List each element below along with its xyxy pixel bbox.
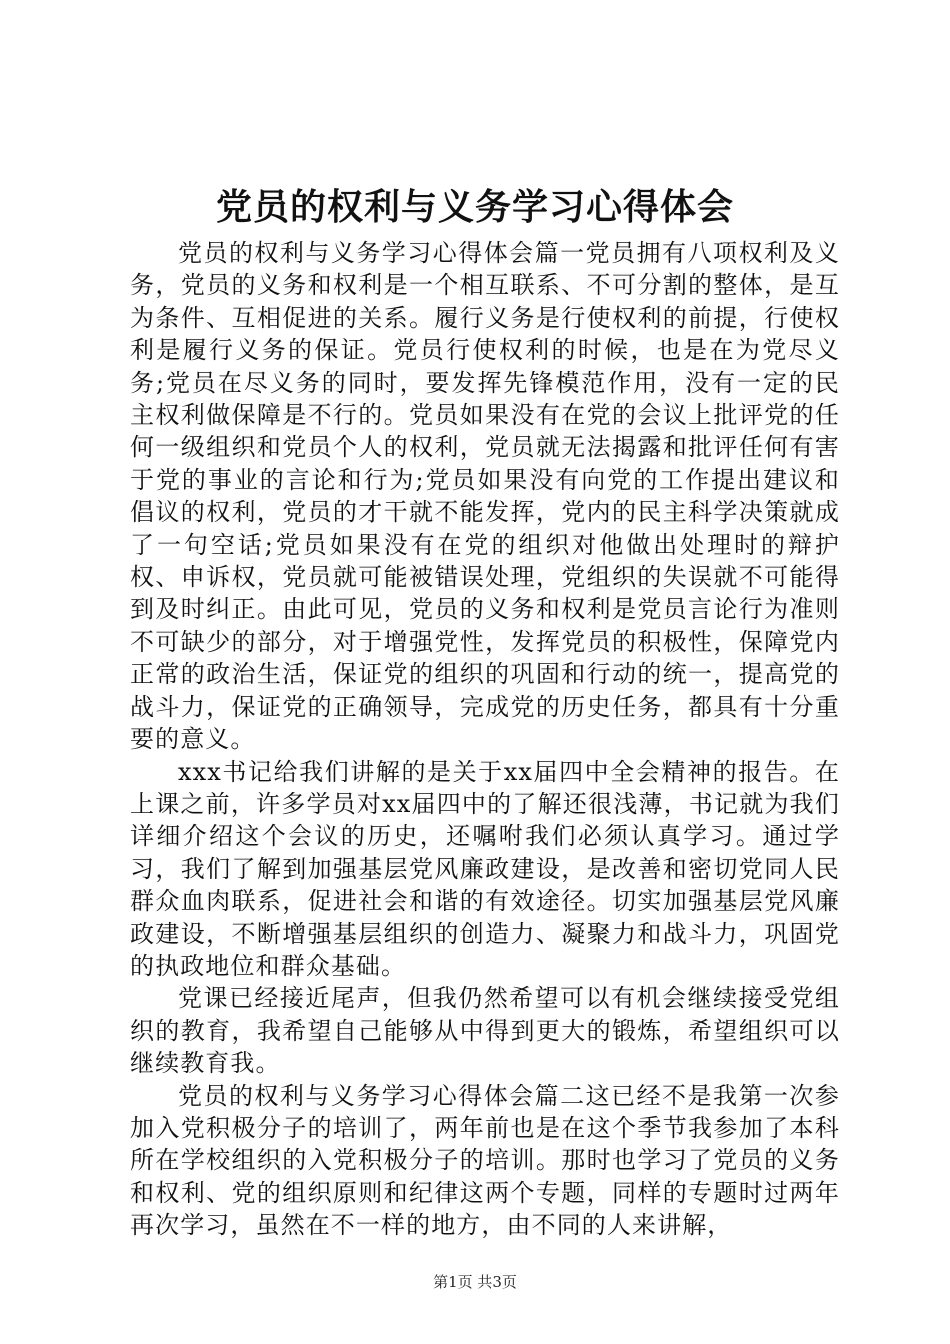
page-title: 党员的权利与义务学习心得体会 <box>215 186 734 228</box>
document-body <box>130 237 840 1242</box>
page-footer: 第1页 共3页 <box>433 1273 517 1291</box>
paragraph-4: 党员的权利与义务学习心得体会篇二这已经不是我第一次参加入党积极分子的培训了，两年前也是在这个季节我参加了本科所在学校组织的入党积极分子的培训。那时也学习了党员的义务和权利、党的组织原则和纪律这两个专题，同样的专题时过两年再次学习，虽然在不一样的地方，由不同的人来讲解， <box>130 1081 840 1240</box>
paragraph-3: 党课已经接近尾声，但我仍然希望可以有机会继续接受党组织的教育，我希望自己能够从中得到更大的锻炼，希望组织可以继续教育我。 <box>130 984 840 1078</box>
paragraph-2: xxx书记给我们讲解的是关于xx届四中全会精神的报告。在上课之前，许多学员对xx届四中的了解还很浅薄，书记就为我们详细介绍这个会议的历史，还嘱咐我们必须认真学习。通过学习，我们了解到加强基层党风廉政建设，是改善和密切党同人民群众血肉联系，促进社会和谐的有效途径。切实加强基层党风廉政建设，不断增强基层组织的创造力、凝聚力和战斗力，巩固党的执政地位和群众基础。 <box>130 757 840 980</box>
paragraph-1: 党员的权利与义务学习心得体会篇一党员拥有八项权利及义务，党员的义务和权利是一个相互联系、不可分割的整体，是互为条件、互相促进的关系。履行义务是行使权利的前提，行使权利是履行义务的保证。党员行使权利的时候，也是在为党尽义务;党员在尽义务的同时，要发挥先锋模范作用，没有一定的民主权利做保障是不行的。党员如果没有在党的会议上批评党的任何一级组织和党员个人的权利，党员就无法揭露和批评任何有害于党的事业的言论和行为;党员如果没有向党的工作提出建议和倡议的权利，党员的才干就不能发挥，党内的民主科学决策就成了一句空话;党员如果没有在党的组织对他做出处理时的辩护权、申诉权，党员就可能被错误处理，党组织的失误就不可能得到及时纠正。由此可见，党员的义务和权利是党员言论行为准则不可缺少的部分，对于增强党性，发挥党员的积极性，保障党内正常的政治生活，保证党的组织的巩固和行动的统一，提高党的战斗力，保证党的正确领导，完成党的历史任务，都具有十分重要的意义。 <box>130 239 840 754</box>
